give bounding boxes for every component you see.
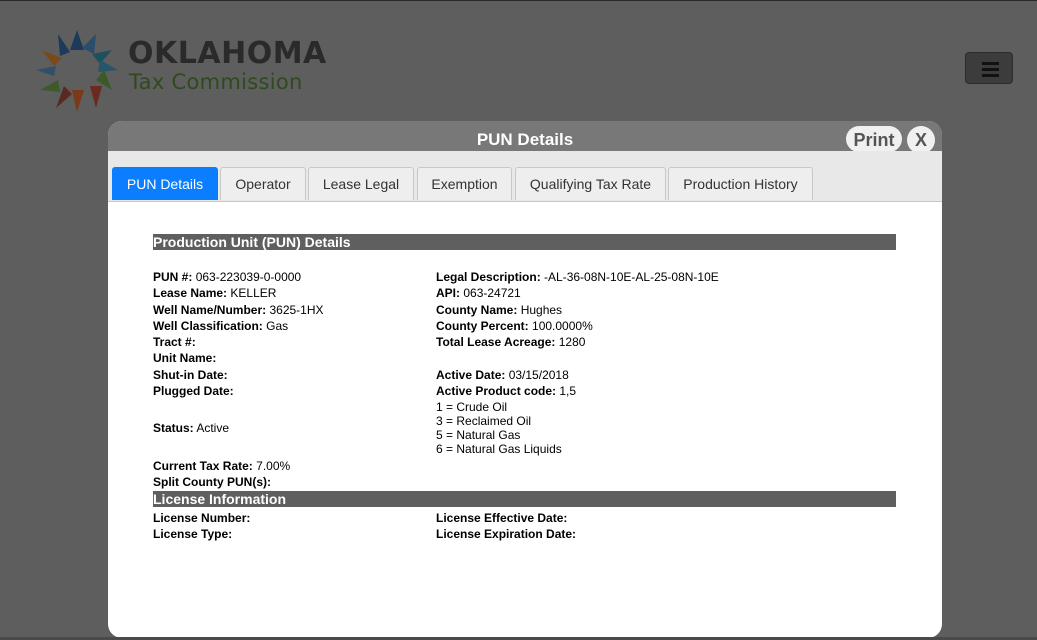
tab-content	[108, 202, 942, 638]
status-row: Status: Active	[153, 421, 230, 435]
print-button[interactable]: Print	[846, 126, 902, 152]
county-percent-value: 100.0000%	[532, 319, 593, 333]
api-row: API: 063-24721	[436, 286, 521, 300]
county-name-row: County Name: Hughes	[436, 303, 563, 317]
oklahoma-tax-commission-logo[interactable]	[34, 28, 334, 112]
product-code-item: 5 = Natural Gas	[436, 428, 521, 442]
tab-lease-legal[interactable]: Lease Legal	[308, 167, 414, 200]
well-classification-value: Gas	[266, 319, 289, 333]
current-tax-rate-row: Current Tax Rate: 7.00%	[153, 459, 291, 473]
license-section-heading: License Information	[153, 491, 896, 507]
pun-number-value: 063-223039-0-0000	[195, 270, 302, 284]
well-classification-row: Well Classification: Gas	[153, 319, 289, 333]
tract-row: Tract #:	[153, 335, 196, 349]
modal-header	[108, 121, 942, 151]
tab-production-history[interactable]: Production History	[668, 167, 813, 200]
modal-title: PUN Details	[476, 130, 574, 149]
county-percent-row: County Percent: 100.0000%	[436, 319, 593, 333]
product-code-item: 6 = Natural Gas Liquids	[436, 442, 562, 456]
split-county-row: Split County PUN(s):	[153, 475, 271, 489]
license-type-row: License Type:	[153, 527, 233, 541]
shutin-date-row: Shut-in Date:	[153, 368, 228, 382]
license-effective-date-row: License Effective Date:	[436, 511, 568, 525]
tab-bar	[108, 151, 942, 202]
menu-button[interactable]	[965, 52, 1013, 84]
product-code-item: 3 = Reclaimed Oil	[436, 414, 532, 428]
unit-name-row: Unit Name:	[153, 351, 217, 365]
total-lease-acreage-value: 1280	[558, 335, 586, 349]
tab-qualifying-tax-rate[interactable]: Qualifying Tax Rate	[515, 167, 666, 200]
active-product-code-value: 1,5	[559, 384, 577, 398]
logo-subtitle: Tax Commission	[129, 70, 303, 94]
county-name-value: Hughes	[520, 303, 563, 317]
api-value: 063-24721	[463, 286, 521, 300]
legal-description-value: -AL-36-08N-10E-AL-25-08N-10E	[544, 270, 719, 284]
license-expiration-date-row: License Expiration Date:	[436, 527, 577, 541]
top-border	[0, 0, 1037, 1]
legal-description-row: Legal Description: -AL-36-08N-10E-AL-25-08N-10E	[436, 270, 719, 284]
active-product-code-row: Active Product code: 1,5	[436, 384, 577, 398]
pun-number-row: PUN #: 063-223039-0-0000	[153, 270, 302, 284]
plugged-date-row: Plugged Date:	[153, 384, 234, 398]
current-tax-rate-value: 7.00%	[256, 459, 291, 473]
active-date-value: 03/15/2018	[508, 368, 569, 382]
logo-title: OKLAHOMA	[128, 36, 327, 71]
pun-details-modal	[108, 121, 942, 638]
pun-section-heading: Production Unit (PUN) Details	[153, 234, 896, 250]
status-value: Active	[196, 421, 230, 435]
tab-pun-details[interactable]: PUN Details	[112, 167, 218, 200]
close-button[interactable]: X	[907, 126, 935, 154]
well-name-value: 3625-1HX	[269, 303, 324, 317]
lease-name-value: KELLER	[230, 286, 277, 300]
license-number-row: License Number:	[153, 511, 251, 525]
tab-exemption[interactable]: Exemption	[417, 167, 512, 200]
product-code-item: 1 = Crude Oil	[436, 400, 508, 414]
tab-operator[interactable]: Operator	[220, 167, 306, 200]
star-logo-icon	[34, 28, 120, 112]
lease-name-row: Lease Name: KELLER	[153, 286, 277, 300]
total-lease-acreage-row: Total Lease Acreage: 1280	[436, 335, 586, 349]
well-name-row: Well Name/Number: 3625-1HX	[153, 303, 324, 317]
active-date-row: Active Date: 03/15/2018	[436, 368, 569, 382]
